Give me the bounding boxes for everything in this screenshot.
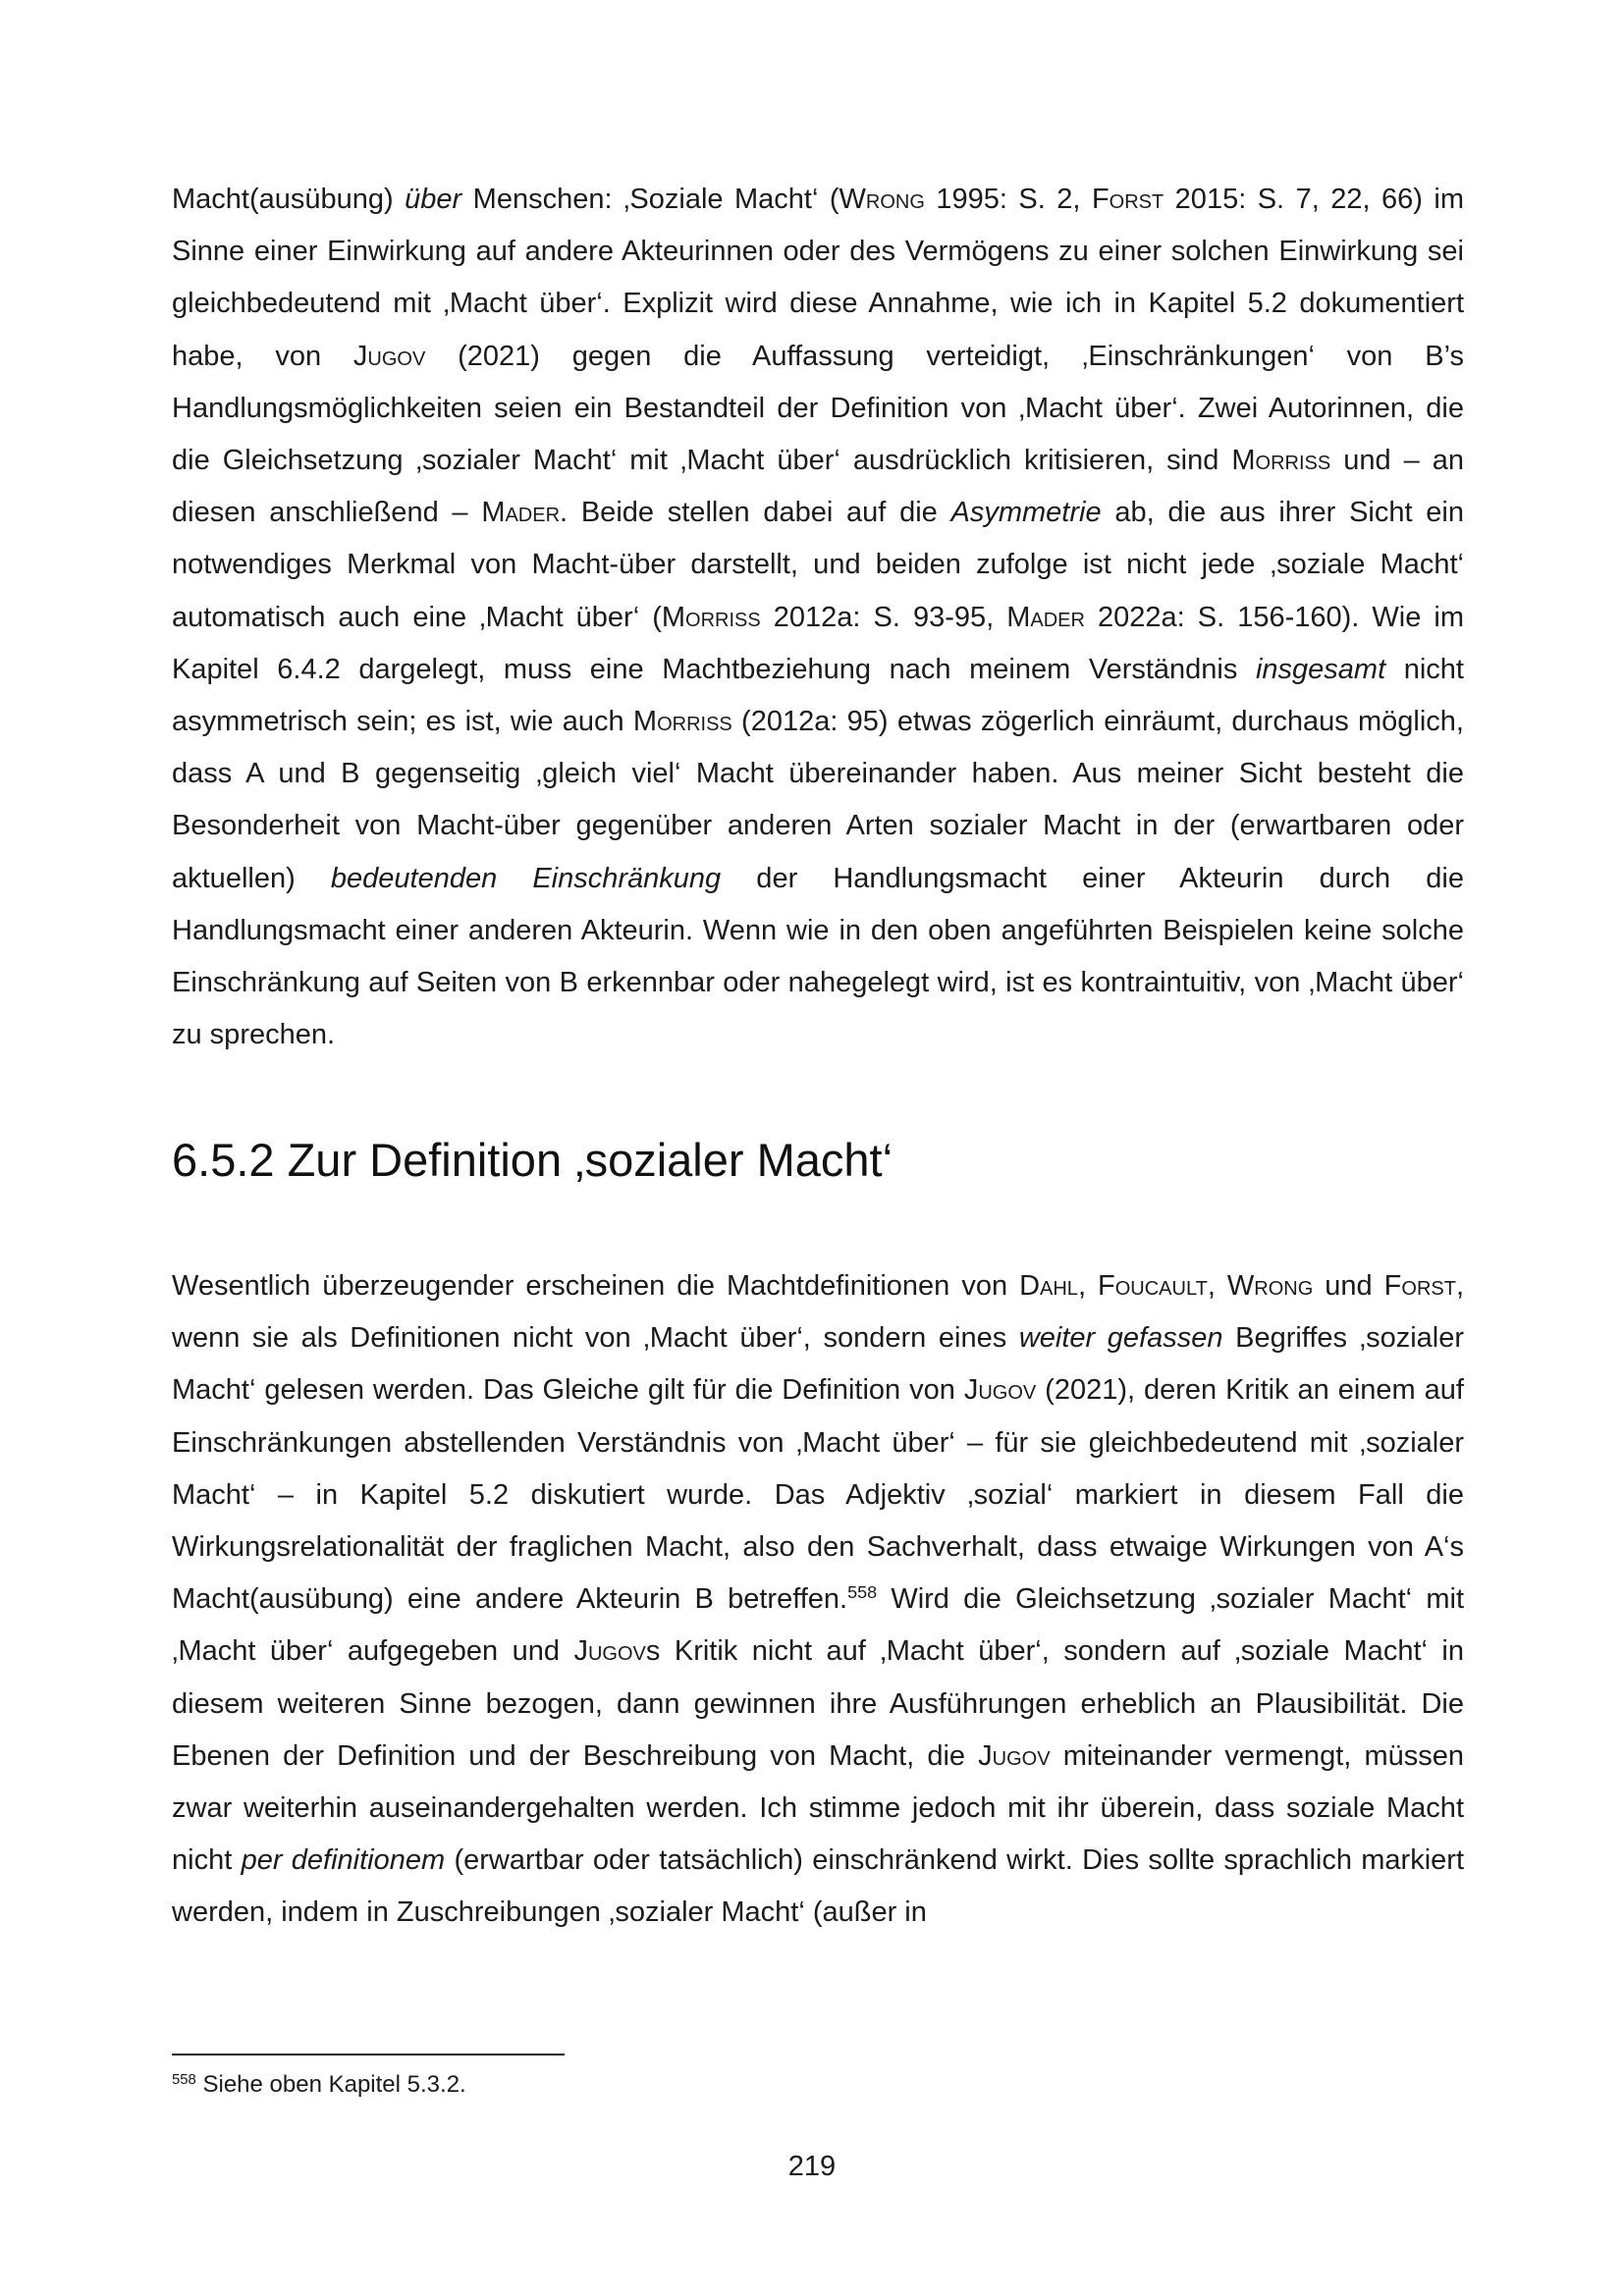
author-name: Jugov [352, 340, 426, 372]
footnote-reference[interactable]: 558 [847, 1582, 878, 1603]
text-run: , [1207, 1270, 1227, 1302]
body-paragraph-2 [172, 1260, 1464, 1940]
text-run: 1995: S. 2, [924, 184, 1092, 215]
author-name: Morriss [632, 706, 732, 738]
footnote-number: 558 [172, 2071, 196, 2088]
author-name: Morriss [661, 601, 761, 633]
author-name: Morriss [1231, 445, 1331, 477]
footnote-separator [172, 2054, 565, 2056]
section-heading: 6.5.2 Zur Definition ‚sozialer Macht‘ [172, 1134, 893, 1186]
text-run: und [1313, 1270, 1384, 1302]
author-name: Forst [1091, 184, 1164, 215]
emphasis: insgesamt [1255, 653, 1386, 685]
author-name: Wrong [1226, 1270, 1314, 1302]
text-run: (2021) gegen die Auffassung verteidigt, ‚Einschränkungen‘ von B’s Handlungsmöglichkeiten seien ein Bestandteil der Definition von ‚Macht über‘. Zwei Autorinnen, die die Gleichsetzung ‚sozialer Macht‘ mit ‚Macht über‘ ausdrücklich kritisieren, sind [172, 340, 1464, 477]
text-run: s Kritik nicht auf ‚Macht über‘, sondern auf ‚soziale Macht‘ in diesem weiteren Sinne bezogen, dann gewinnen ihre Ausführungen erheblich an Plausibilität. Die Ebenen der Definition und der Beschreibung von Macht, die [172, 1635, 1464, 1772]
text-run: miteinander vermengt, müssen zwar weiterhin auseinandergehalten werden. Ich stimme jedoch mit ihr überein, dass soziale Macht nicht [172, 1739, 1464, 1877]
author-name: Mader [481, 497, 561, 529]
text-run: der Handlungsmacht einer Akteurin durch die Handlungsmacht einer anderen Akteurin. Wenn wie in den oben angeführten Beispielen keine solche Einschränkung auf Seiten von B erkennbar oder nahegelegt wird, ist es kontraintuitiv, von ‚Macht über‘ zu sprechen. [172, 862, 1464, 1051]
text-run: (2012a: 95) etwas zögerlich einräumt, durchaus möglich, dass A und B gegenseitig ‚gleich viel‘ Macht übereinander haben. Aus meiner Sicht besteht die Besonderheit von Macht-über gegenüber anderen Arten sozialer Macht in der (erwartbaren oder aktuellen) [172, 706, 1464, 894]
author-name: Wrong [839, 184, 925, 215]
text-run: (2021), deren Kritik an einem auf Einschränkungen abstellenden Verständnis von ‚Macht über‘ – für sie gleichbedeutend mit ‚sozialer Macht‘ – in Kapitel 5.2 diskutiert wurde. Das Adjektiv ‚sozial‘ markiert in diesem Fall die Wirkungsrelationalität der fraglichen Macht, also den Sachverhalt, dass etwaige Wirkungen von A‘s Macht(ausübung) eine andere Akteurin B betreffen. [172, 1374, 1464, 1616]
author-name: Jugov [573, 1635, 646, 1668]
emphasis: über [405, 184, 462, 215]
text-run: 2012a: S. 93-95, [760, 601, 1007, 633]
text-run: und – an diesen anschließend – [172, 445, 1464, 529]
author-name: Jugov [978, 1739, 1051, 1772]
author-name: Mader [1006, 601, 1085, 633]
text-run: . Beide stellen dabei auf die [560, 497, 951, 529]
emphasis: bedeutenden Einschränkung [330, 862, 722, 894]
text-run: 2015: S. 7, 22, 66) im Sinne einer Einwirkung auf andere Akteurinnen oder des Vermögens zu einer solchen Einwirkung sei gleichbedeutend mit ‚Macht über‘. Explizit wird diese Annahme, wie ich in Kapitel 5.2 dokumentiert habe, von [172, 184, 1464, 372]
emphasis: Asymmetrie [950, 497, 1102, 529]
footnote-text: Siehe oben Kapitel 5.3.2. [195, 2071, 466, 2098]
text-run: 2022a: S. 156-160). Wie im Kapitel 6.4.2 dargelegt, muss eine Machtbeziehung nach meinem Verständnis [172, 601, 1464, 685]
text-run: ab, die aus ihrer Sicht ein notwendiges Merkmal von Macht-über darstellt, und beiden zufolge ist nicht jede ‚soziale Macht‘ automatisch auch eine ‚Macht über‘ ( [172, 497, 1464, 633]
footnote [172, 2068, 466, 2102]
text-run: Wesentlich überzeugender erscheinen die Machtdefinitionen von [172, 1270, 1020, 1302]
text-run: Menschen: ‚Soziale Macht‘ ( [461, 184, 839, 215]
author-name: Dahl [1019, 1270, 1078, 1302]
text-run: Begriffes ‚sozialer Macht‘ gelesen werden. Das Gleiche gilt für die Definition von [172, 1322, 1465, 1407]
text-run: nicht asymmetrisch sein; es ist, wie auch [172, 653, 1464, 738]
text-run: (erwartbar oder tatsächlich) einschränkend wirkt. Dies sollte sprachlich markiert werden, indem in Zuschreibungen ‚sozialer Macht‘ (außer in [172, 1844, 1464, 1929]
text-run: Macht(ausübung) [172, 184, 406, 215]
page-number: 219 [787, 2151, 837, 2182]
body-paragraph-1 [172, 174, 1464, 1061]
author-name: Foucault [1098, 1270, 1208, 1302]
emphasis: per definitionem [241, 1844, 446, 1877]
author-name: Forst [1383, 1270, 1456, 1302]
author-name: Jugov [963, 1374, 1037, 1407]
text-run: , wenn sie als Definitionen nicht von ‚Macht über‘, sondern eines [172, 1270, 1465, 1355]
emphasis: weiter gefassen [1018, 1322, 1223, 1355]
text-run: , [1077, 1270, 1099, 1302]
text-run: Wird die Gleichsetzung ‚sozialer Macht‘ mit ‚Macht über‘ aufgegeben und [172, 1583, 1464, 1668]
